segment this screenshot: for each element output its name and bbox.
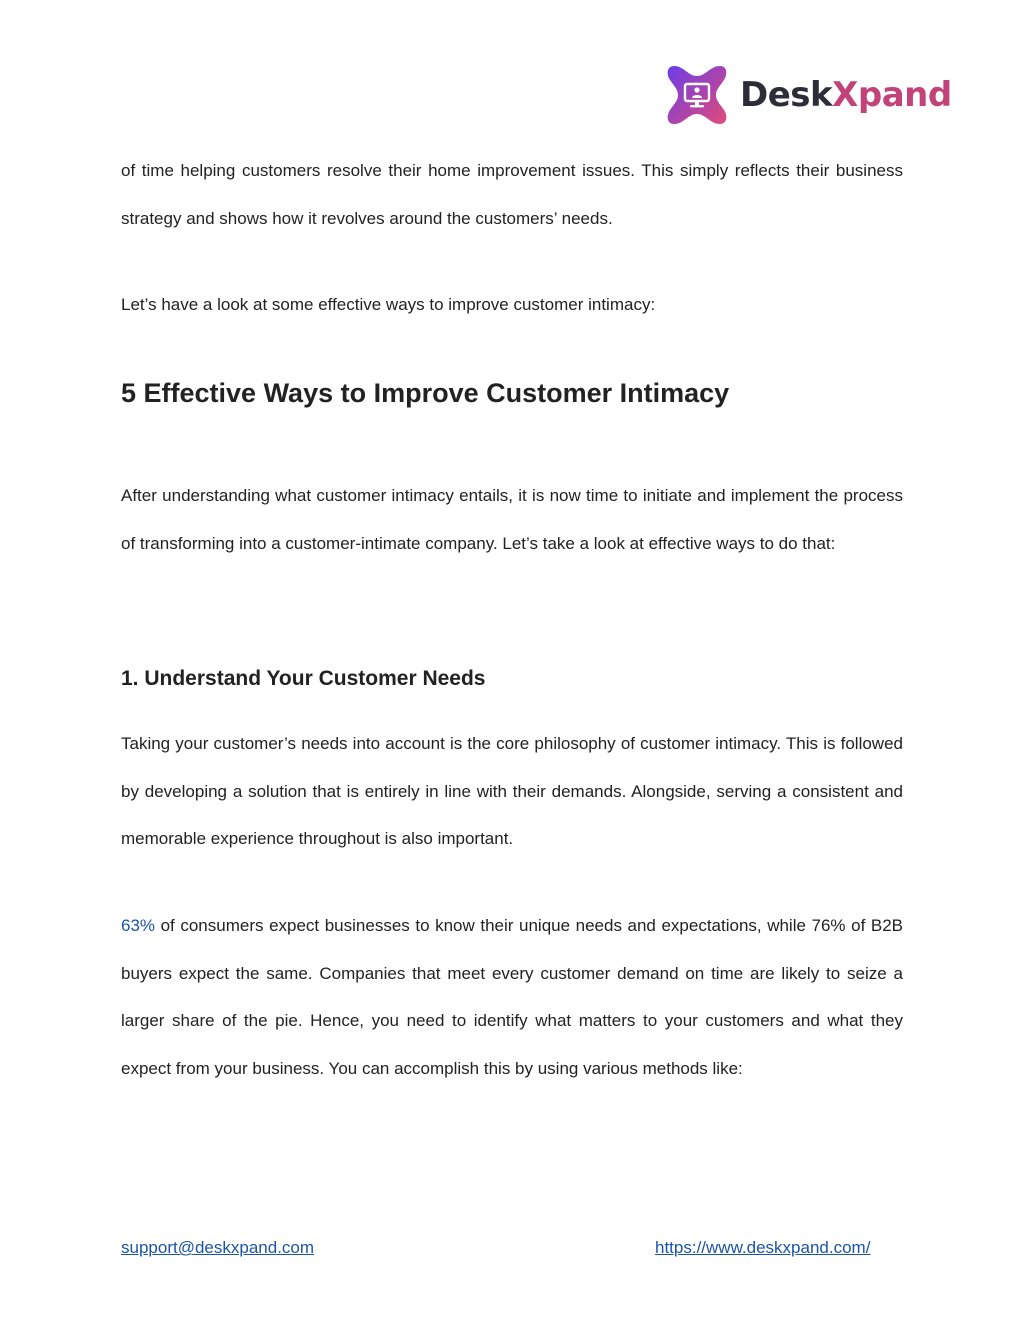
- lead-in-paragraph: Let’s have a look at some effective ways to improve customer intimacy:: [121, 295, 656, 314]
- stat-paragraph-text: of consumers expect businesses to know their unique needs and expectations, while 76% of B2B buyers expect the same. Companies that meet every customer demand on time are likely to seize a larger share of the pie. Hence, you need to identify what matters to your customers and what they expect from your business. You can accomplish this by using various methods like:: [121, 916, 903, 1079]
- brand-name-part1: Desk: [740, 75, 833, 115]
- section-intro-paragraph: After understanding what customer intimacy entails, it is now time to initiate and implement the process of transforming into a customer-intimate company. Let’s take a look at effective ways to do that:: [121, 486, 903, 553]
- subsection-paragraph: Taking your customer’s needs into account is the core philosophy of customer intimacy. This is followed by developing a solution that is entirely in line with their demands. Alongside, serving a consistent and memorable experience throughout is also important.: [121, 734, 903, 849]
- footer-website-link[interactable]: https://www.deskxpand.com/: [655, 1238, 871, 1257]
- brand-name-part2: Xpand: [832, 75, 952, 115]
- brand-wordmark: [740, 75, 952, 115]
- monitor-person-icon: [664, 62, 730, 128]
- section-title: 5 Effective Ways to Improve Customer Intimacy: [121, 378, 730, 408]
- intro-paragraph: of time helping customers resolve their home improvement issues. This simply reflects their business strategy and shows how it revolves around the customers’ needs.: [121, 161, 903, 228]
- footer-email-link[interactable]: support@deskxpand.com: [121, 1238, 315, 1257]
- stat-link[interactable]: 63%: [121, 916, 156, 935]
- subsection-title: 1. Understand Your Customer Needs: [121, 667, 486, 690]
- stat-paragraph: [121, 902, 903, 1093]
- brand-logo: [664, 60, 952, 130]
